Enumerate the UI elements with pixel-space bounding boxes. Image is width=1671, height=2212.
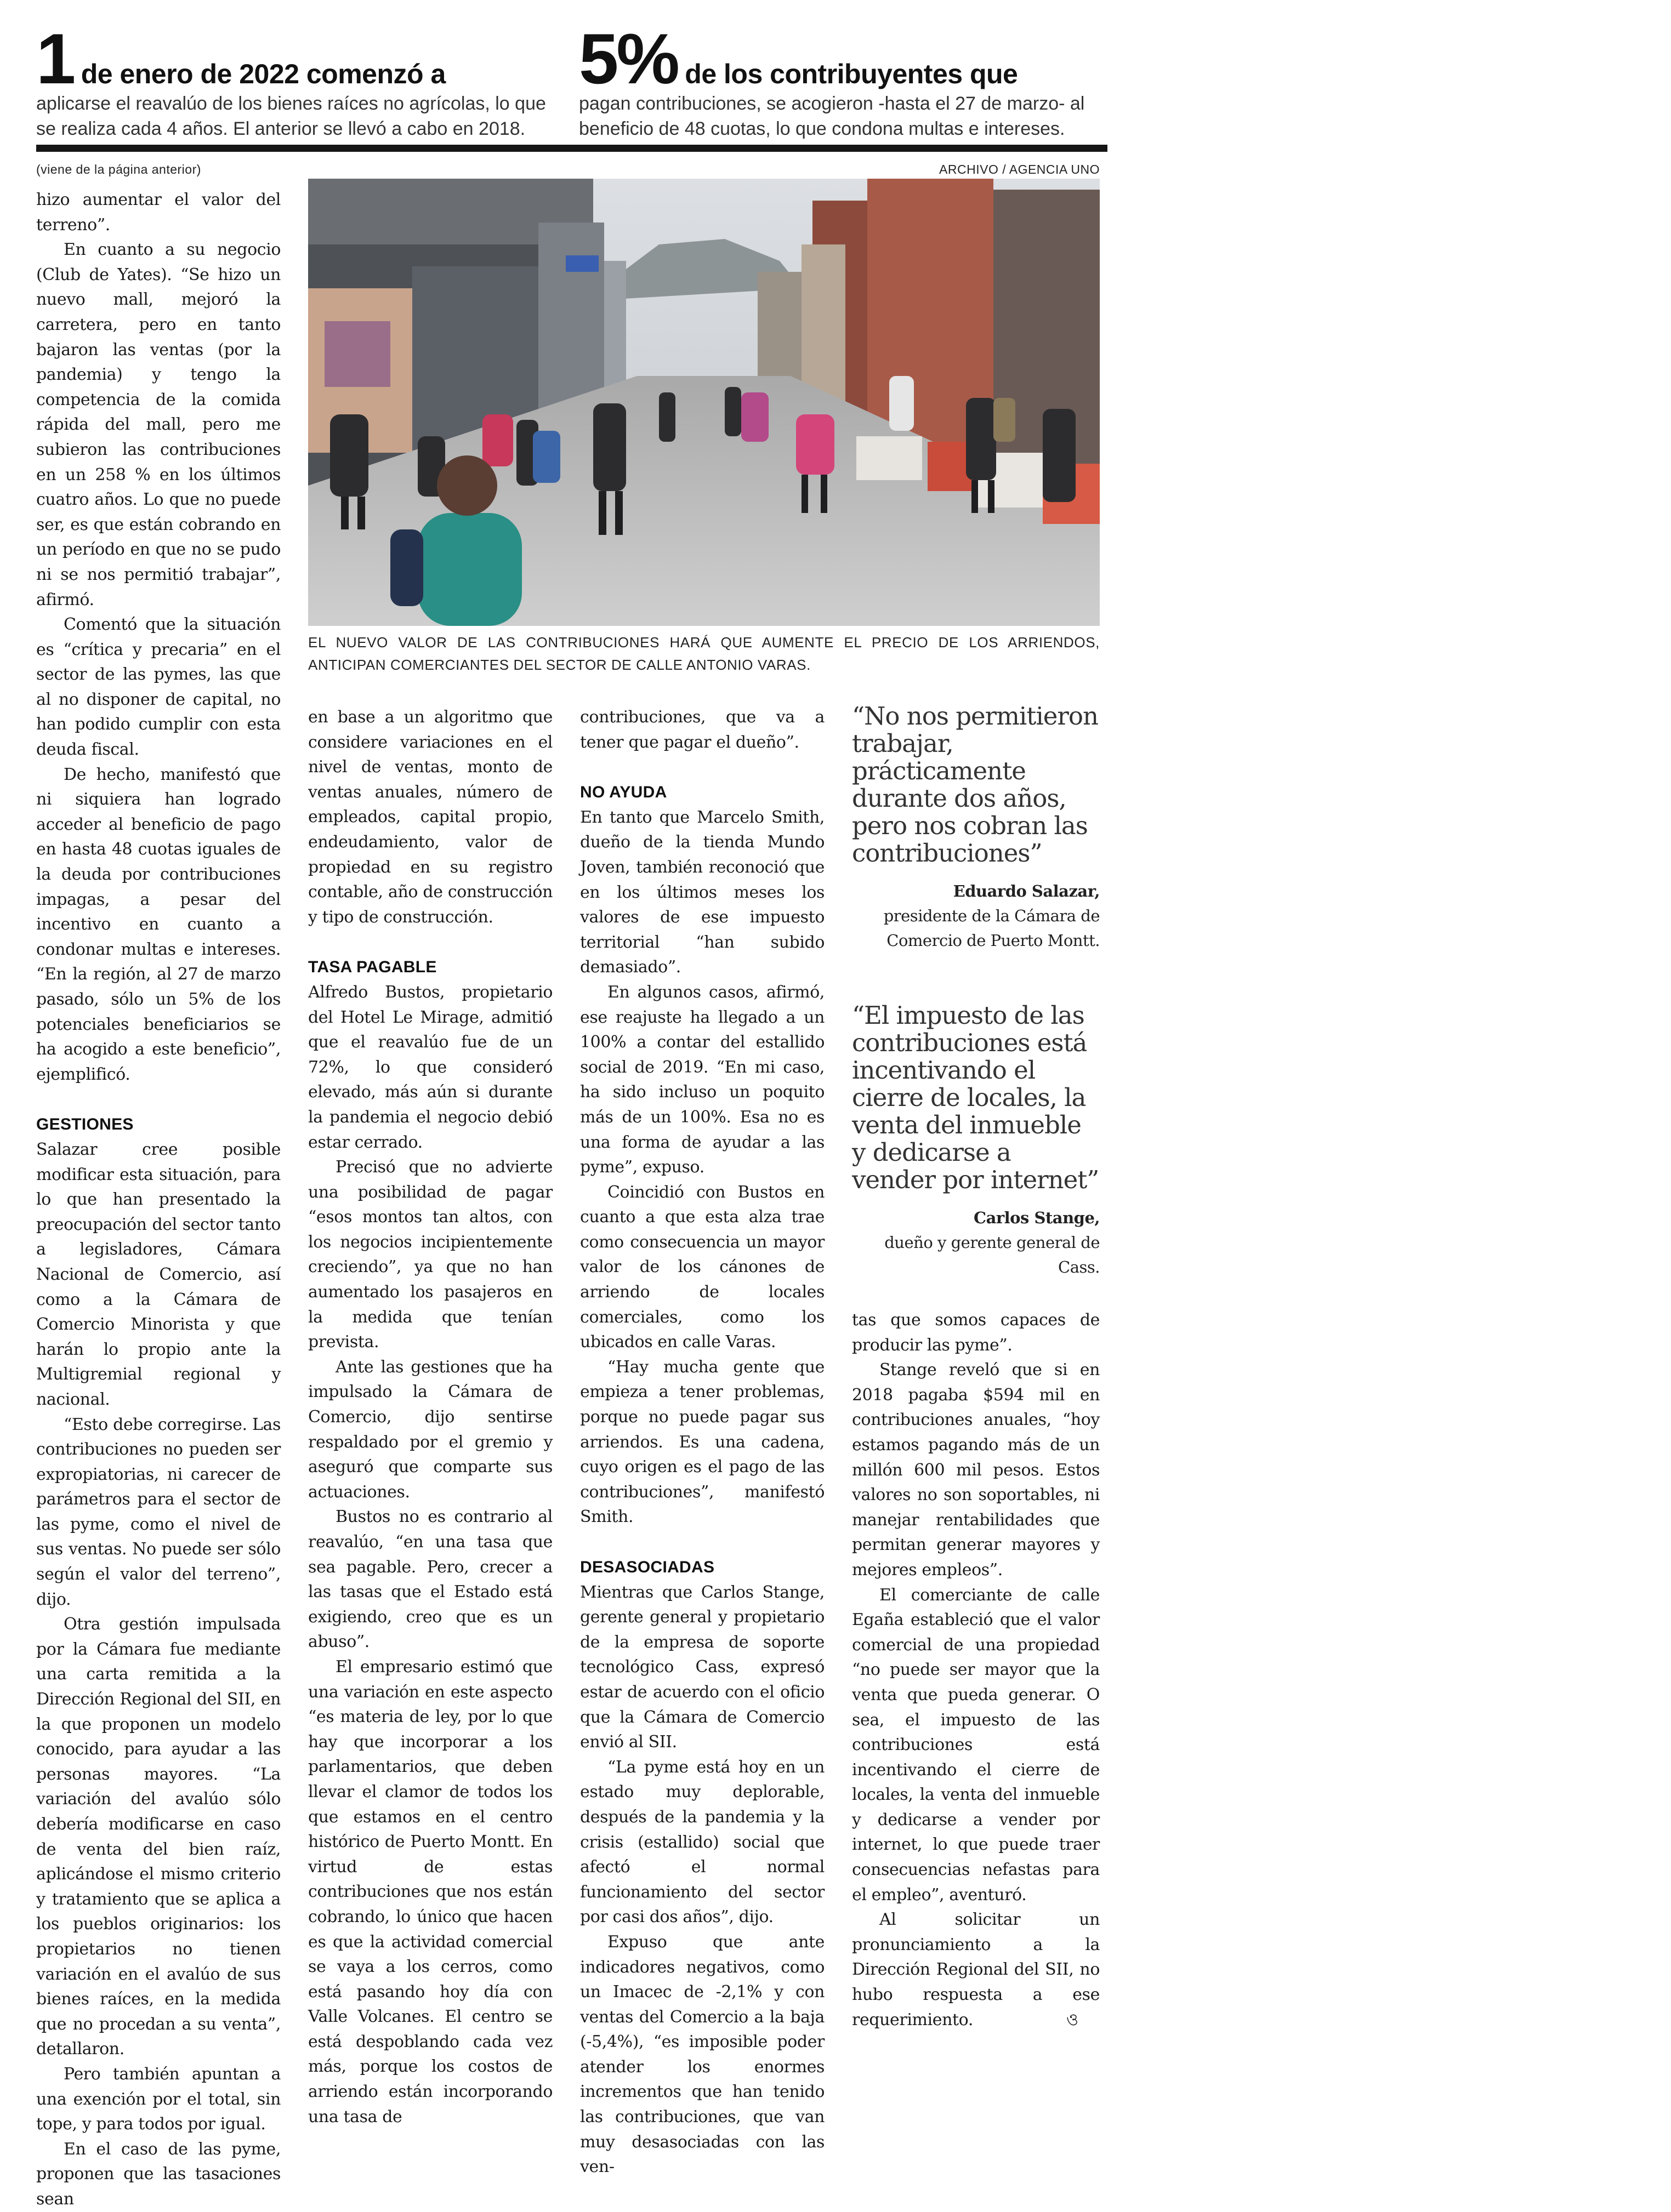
article-paragraph: Alfredo Bustos, propietario del Hotel Le Mirage, admitió que el reavalúo fue de un 72%, lo que consideró elevado, más aún si durante la pandemia el negocio debió estar cerrado. xyxy=(308,982,553,1152)
article-paragraph: en base a un algoritmo que considere variaciones en el nivel de ventas, monto de ventas anuales, número de empleados, capital propio, endeudamiento, valor de propiedad en su registro contable, año de construcción y tipo de construcción. xyxy=(308,708,553,927)
article-paragraph xyxy=(852,1907,1100,2032)
article-paragraph: En cuanto a su negocio (Club de Yates). “Se hizo un nuevo mall, mejoró la carretera, pero en tanto bajaron las ventas (por la pandemia) y tengo la competencia de la comida rápida del mall, pero me subieron las contribuciones en un 258 % en los últimos cuatro años. Lo que no puede ser, es que están cobrando en un período en que no se pudo ni se nos permitió trabajar”, afirmó. xyxy=(36,240,281,609)
header-rule xyxy=(36,145,1107,152)
section-heading: DESASOCIADAS xyxy=(580,1558,715,1576)
pull-quote-attribution xyxy=(852,1206,1100,1280)
pull-quote-name: Eduardo Salazar, xyxy=(953,882,1100,900)
fact-body-text: pagan contribuciones, se acogieron -hasta el 27 de marzo- al beneficio de 48 cuotas, lo que condona multas e intereses. xyxy=(579,93,1085,139)
article-paragraph: En tanto que Marcelo Smith, dueño de la tienda Mundo Joven, también reconoció que en los últimos meses los valores de ese impuesto territorial “han subido demasiado”. xyxy=(580,807,825,977)
article-paragraph: contribuciones, que va a tener que pagar el dueño”. xyxy=(580,708,825,752)
article-paragraph: En algunos casos, afirmó, ese reajuste ha llegado a un 100% a contar del estallido social de 2019. “En mi caso, ha sido incluso un poquito más de un 100%. Esa no es una forma de ayudar a las pyme”, expuso. xyxy=(580,982,825,1177)
article-paragraph: El empresario estimó que una variación en este aspecto “es materia de ley, por lo que hay que incorporar a los parlamentarios, que deben llevar el clamor de todos los que estamos en el centro histórico de Puerto Montt. En virtud de estas contribuciones que nos están cobrando, lo único que hacen es que la actividad comercial se vaya a los cerros, como está pasando hoy día con Valle Volcanes. El centro se está despoblando cada vez más, porque los costos de arriendo están incorporando una tasa de xyxy=(308,1657,553,2127)
article-paragraph: “Esto debe corregirse. Las contribuciones no pueden ser expropiatorias, ni carecer de parámetros para el sector de las pyme, como el nivel de sus ventas. No puede ser sólo según el valor del terreno”, dijo. xyxy=(36,1415,281,1609)
pull-quote-role: dueño y gerente general de Cass. xyxy=(884,1233,1100,1276)
street-photo-illustration xyxy=(308,179,1100,626)
article-paragraph: De hecho, manifestó que ni siquiera han logrado acceder al beneficio de pago en hasta 48 cuotas iguales de la deuda por contribuciones impagas, a pesar del incentivo en cuanto a condonar multas e intereses. “En la región, al 27 de marzo pasado, sólo un 5% de los potenciales beneficiarios se ha acogido a este beneficio”, ejemplificó. xyxy=(36,765,281,1084)
pull-quote-attribution xyxy=(852,879,1100,953)
fact-headline xyxy=(579,19,1094,99)
fact-big-number: 5% xyxy=(579,19,678,99)
photo-credit: ARCHIVO / AGENCIA UNO xyxy=(939,162,1100,176)
article-paragraph: Comentó que la situación es “crítica y precaria” en el sector de las pymes, las que al no disponer de capital, no han podido cumplir con esta deuda fiscal. xyxy=(36,615,281,760)
photo-caption: EL NUEVO VALOR DE LAS CONTRIBUCIONES HARÁ QUE AUMENTE EL PRECIO DE LOS ARRIENDOS, ANTICIPAN COMERCIANTES DEL SECTOR DE CALLE ANTONIO VARAS. xyxy=(308,634,1100,673)
pull-quote-role: presidente de la Cámara de Comercio de Puerto Montt. xyxy=(883,907,1100,950)
article-paragraph: “La pyme está hoy en un estado muy deplorable, después de la pandemia y la crisis (estallido) social que afectó el normal funcionamiento del sector por casi dos años”, dijo. xyxy=(580,1757,825,1927)
section-gap xyxy=(580,755,825,780)
fact-headline xyxy=(36,19,552,99)
article-column-4 xyxy=(852,1308,1100,2032)
article-paragraph: Expuso que ante indicadores negativos, como un Imacec de -2,1% y con ventas del Comercio a la baja (-5,4%), “es imposible poder atender los enormes incrementos que han tenido las contribuciones, que van muy desasociadas con las ven- xyxy=(580,1932,825,2177)
article-paragraph: Mientras que Carlos Stange, gerente general y propietario de la empresa de soporte tecnológico Cass, expresó estar de acuerdo con el oficio que la Cámara de Comercio envió al SII. xyxy=(580,1582,825,1752)
article-paragraph: Salazar cree posible modificar esta situación, para lo que han presentado la preocupación del sector tanto a legisladores, Cámara Nacional de Comercio, así como a la Cámara de Comercio Minorista y que harán lo propio ante la Multigremial regional y nacional. xyxy=(36,1139,281,1409)
section-heading: TASA PAGABLE xyxy=(308,958,437,977)
article-column-3 xyxy=(580,705,825,2180)
pull-quote-salazar xyxy=(852,703,1100,953)
article-column-2 xyxy=(308,705,553,2129)
street-photo xyxy=(308,179,1100,626)
continued-note: (viene de la página anterior) xyxy=(36,162,201,176)
article-paragraph: hizo aumentar el valor del terreno”. xyxy=(36,190,281,235)
section-gap xyxy=(580,1530,825,1555)
section-heading: NO AYUDA xyxy=(580,783,667,802)
pull-quote-stange xyxy=(852,1002,1100,1280)
fact-big-number: 1 xyxy=(36,19,74,99)
article-paragraph: “Hay mucha gente que empieza a tener problemas, porque no puede pagar sus arriendos. Es una cadena, cuyo origen es el pago de las contribuciones”, manifestó Smith. xyxy=(580,1357,825,1527)
fact-lead-text: de los contribuyentes que xyxy=(677,59,1018,89)
fact-lead-text: de enero de 2022 comenzó a xyxy=(73,59,446,89)
pull-quote-text: “El impuesto de las contribuciones está incentivando el cierre de locales, la venta del inmueble y dedicarse a vender por internet” xyxy=(852,1001,1099,1194)
section-gap xyxy=(36,1087,281,1112)
section-gap xyxy=(308,930,553,955)
article-paragraph: Otra gestión impulsada por la Cámara fue mediante una carta remitida a la Dirección Regional del SII, en la que proponen un modelo conocido, para ayudar a las personas mayores. “La variación del avalúo sólo debería modificarse en caso de venta del bien raíz, aplicándose el mismo criterio y tratamiento que se aplica a los pueblos originarios: los propietarios no tienen variación en el avalúo de sus bienes raíces, en la medida que no procedan a su venta”, detallaron. xyxy=(36,1615,281,2059)
article-paragraph: Coincidió con Bustos en cuanto a que esta alza trae como consecuencia un mayor valor de los cánones de arriendo de locales comerciales, como los ubicados en calle Varas. xyxy=(580,1182,825,1352)
fact-box-percentage xyxy=(579,19,1094,141)
article-paragraph: tas que somos capaces de producir las pyme”. xyxy=(852,1310,1100,1355)
article-closing-text: Al solicitar un pronunciamiento a la Dirección Regional del SII, no hubo respuesta a ese requerimiento. xyxy=(852,1910,1100,2029)
fact-body-text: aplicarse el reavalúo de los bienes raíces no agrícolas, lo que se realiza cada 4 años. El anterior se llevó a cabo en 2018. xyxy=(36,93,546,139)
article-paragraph: Bustos no es contrario al reavalúo, “en una tasa que sea pagable. Pero, crecer a las tasas que el Estado está exigiendo, creo que es un abuso”. xyxy=(308,1507,553,1652)
article-paragraph: Stange reveló que si en 2018 pagaba $594 mil en contribuciones anuales, “hoy estamos pagando más de un millón 600 mil pesos. Estos valores no son soportables, ni manejar rentabilidades que permitan generar mayores y mejores empleos”. xyxy=(852,1360,1100,1580)
article-paragraph: Precisó que no advierte una posibilidad de pagar “esos montos tan altos, con los negocios incipientemente creciendo”, ya que no han aumentado los pasajeros en la medida que tenían prevista. xyxy=(308,1158,553,1352)
end-mark-icon: ও xyxy=(1066,2010,1078,2029)
article-paragraph: El comerciante de calle Egaña estableció que el valor comercial de una propiedad “no puede ser mayor que la venta que pueda generar. O sea, el impuesto de las contribuciones está incentivando el cierre de locales, la venta del inmueble y dedicarse a vender por internet, lo que puede traer consecuencias nefastas para el empleo”, aventuró. xyxy=(852,1585,1100,1905)
pull-quote-text: “No nos permitieron trabajar, prácticamente durante dos años, pero nos cobran las contribuciones” xyxy=(852,702,1098,868)
article-paragraph: En el caso de las pyme, proponen que las tasaciones sean xyxy=(36,2139,281,2209)
fact-box-date xyxy=(36,19,552,141)
pull-quote-name: Carlos Stange, xyxy=(974,1208,1100,1227)
section-heading: GESTIONES xyxy=(36,1115,134,1134)
article-column-1 xyxy=(36,187,281,2212)
article-paragraph: Ante las gestiones que ha impulsado la Cámara de Comercio, dijo sentirse respaldado por el gremio y aseguró que comparte sus actuaciones. xyxy=(308,1357,553,1502)
article-paragraph: Pero también apuntan a una exención por el total, sin tope, y para todos por igual. xyxy=(36,2064,281,2134)
